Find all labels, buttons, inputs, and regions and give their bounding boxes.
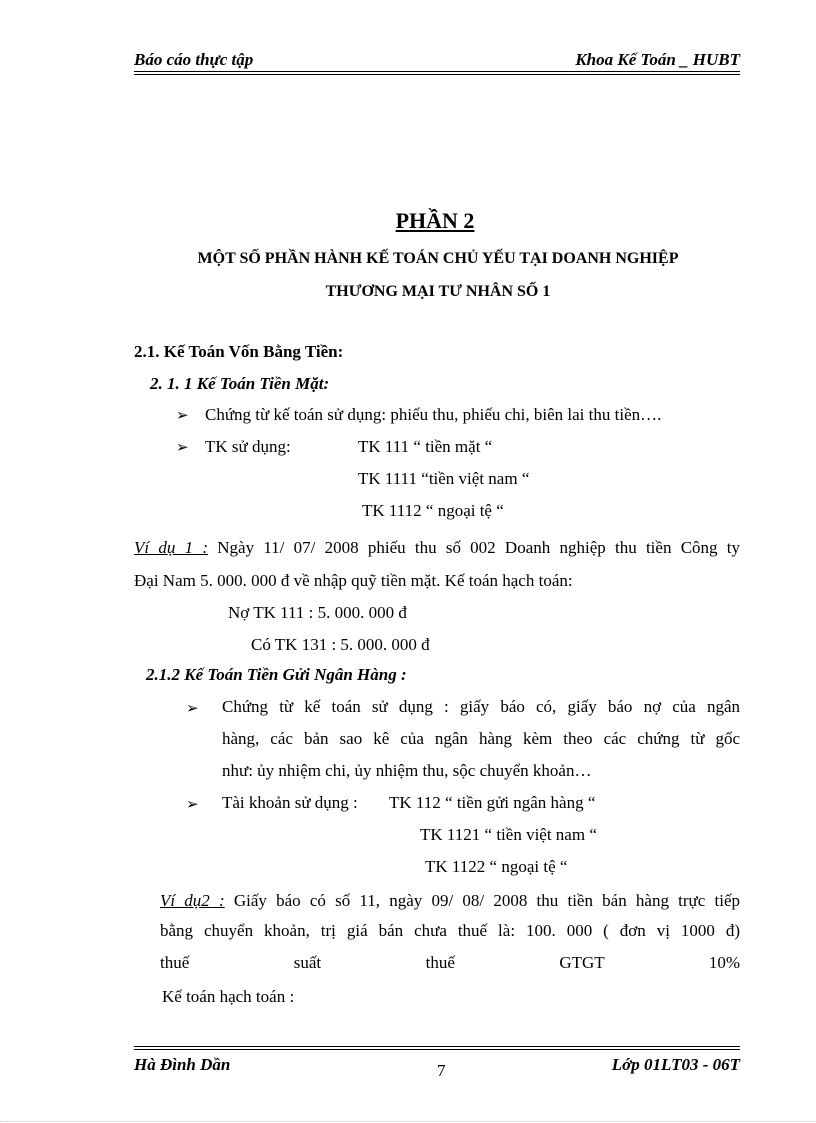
sub2-bullet1-line1: Chứng từ kế toán sử dụng : giấy báo có, giấy báo nợ của ngân — [222, 697, 740, 716]
sub2-account-3: TK 1122 “ ngoại tệ “ — [425, 857, 568, 876]
example-1-text: Ngày 11/ 07/ 2008 phiếu thu số 002 Doanh nghiệp thu tiền Công ty — [217, 538, 740, 557]
example-2-line3: thuế suất thuế GTGT 10% — [160, 953, 740, 972]
sub1-account-1: TK 111 “ tiền mặt “ — [358, 437, 493, 456]
page-number: 7 — [437, 1061, 446, 1080]
example-2-closing: Kế toán hạch toán : — [162, 987, 295, 1006]
bullet-arrow-icon: ➢ — [186, 797, 199, 813]
sub1-bullet1: Chứng từ kế toán sử dụng: phiếu thu, phiếu chi, biên lai thu tiền…. — [205, 405, 662, 424]
footer-author: Hà Đình Dần — [134, 1055, 231, 1074]
header-left: Báo cáo thực tập — [134, 50, 254, 69]
example-1-line1 — [134, 532, 740, 564]
sub1-account-2: TK 1111 “tiền việt nam “ — [358, 469, 530, 488]
bullet-arrow-icon: ➢ — [186, 701, 199, 717]
example-1-credit: Có TK 131 : 5. 000. 000 đ — [251, 635, 430, 654]
sub2-account-2: TK 1121 “ tiền việt nam “ — [420, 825, 597, 844]
footer-rule — [134, 1046, 740, 1050]
page-edge — [0, 1121, 816, 1122]
part-subtitle-line1: MỘT SỐ PHẦN HÀNH KẾ TOÁN CHỦ YẾU TẠI DOANH NGHIỆP — [197, 250, 679, 267]
sub1-account-3: TK 1112 “ ngoại tệ “ — [362, 501, 504, 520]
sub1-accounts-label: TK sử dụng: — [205, 437, 291, 456]
bullet-arrow-icon: ➢ — [176, 408, 189, 424]
part-title: PHẦN 2 — [395, 208, 475, 233]
example-2-line2: bằng chuyển khoản, trị giá bán chưa thuế là: 100. 000 ( đơn vị 1000 đ) — [160, 921, 740, 940]
subsection-2-heading: 2.1.2 Kế Toán Tiền Gửi Ngân Hàng : — [146, 665, 407, 684]
footer-class: Lớp 01LT03 - 06T — [611, 1055, 740, 1074]
example-2-text: Giấy báo có số 11, ngày 09/ 08/ 2008 thu tiền bán hàng trực tiếp — [233, 891, 740, 910]
section-heading: 2.1. Kế Toán Vốn Bằng Tiền: — [134, 342, 344, 361]
sub2-bullet1-line3: như: ủy nhiệm chi, ủy nhiệm thu, sộc chuyển khoản… — [222, 761, 592, 780]
sub2-account-1: TK 112 “ tiền gửi ngân hàng “ — [389, 793, 596, 812]
example-2-label: Ví dụ2 : — [160, 891, 225, 910]
header-right: Khoa Kế Toán _ HUBT — [575, 50, 740, 69]
bullet-arrow-icon: ➢ — [176, 440, 189, 456]
example-2-line1 — [160, 885, 740, 917]
example-1-label: Ví dụ 1 : — [134, 538, 208, 557]
sub2-accounts-label: Tài khoản sử dụng : — [222, 793, 358, 812]
subsection-1-heading: 2. 1. 1 Kế Toán Tiền Mặt: — [150, 374, 330, 393]
example-1-debit: Nợ TK 111 : 5. 000. 000 đ — [228, 603, 407, 622]
example-1-line2: Đại Nam 5. 000. 000 đ về nhập quỹ tiền mặt. Kế toán hạch toán: — [134, 571, 573, 590]
part-subtitle-line2: THƯƠNG MẠI TƯ NHÂN SỐ 1 — [325, 283, 551, 300]
header-rule — [134, 71, 740, 75]
sub2-bullet1-line2: hàng, các bản sao kê của ngân hàng kèm theo các chứng từ gốc — [222, 729, 740, 748]
